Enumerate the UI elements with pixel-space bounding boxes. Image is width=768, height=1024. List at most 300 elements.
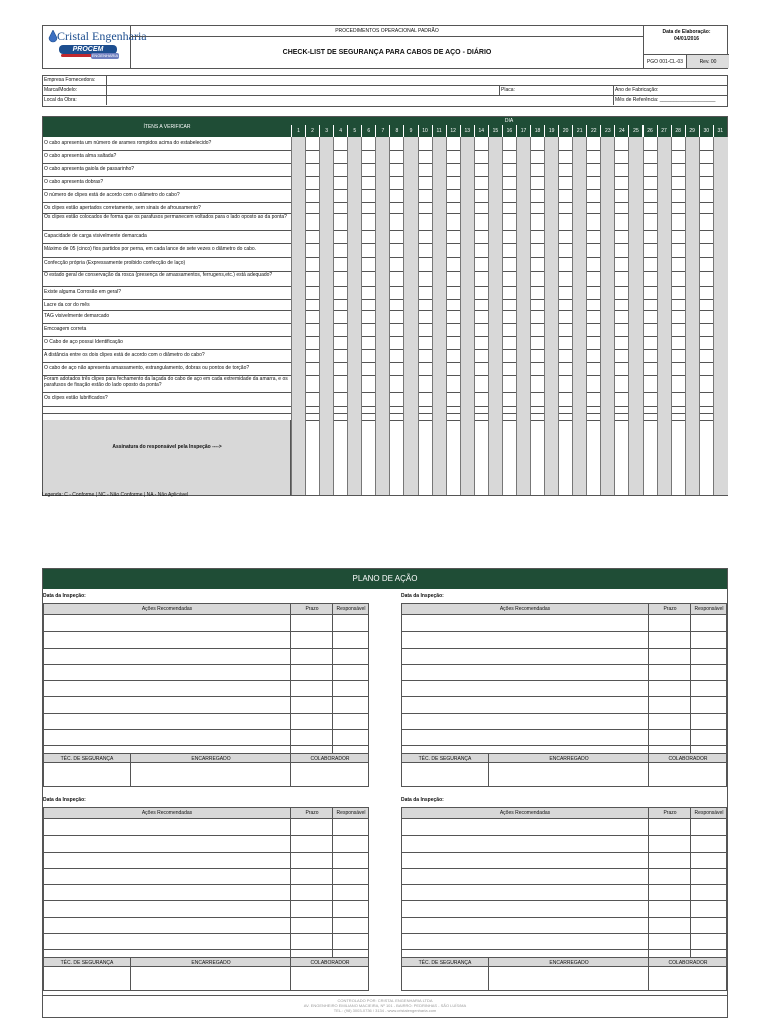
day-cell[interactable] (671, 213, 686, 230)
day-cell[interactable] (361, 392, 376, 406)
day-cell[interactable] (474, 271, 489, 286)
day-cell[interactable] (347, 202, 362, 213)
day-cell[interactable] (474, 286, 489, 299)
day-cell[interactable] (291, 176, 306, 189)
day-cell[interactable] (530, 271, 545, 286)
day-cell[interactable] (502, 189, 517, 202)
day-cell[interactable] (643, 413, 658, 420)
day-cell[interactable] (460, 362, 475, 375)
day-cell[interactable] (614, 286, 629, 299)
day-cell[interactable] (586, 189, 601, 202)
day-cell[interactable] (544, 375, 559, 392)
action-row-line[interactable] (44, 949, 368, 950)
day-cell[interactable] (291, 406, 306, 413)
day-cell[interactable] (643, 362, 658, 375)
day-cell[interactable] (516, 323, 531, 336)
day-cell[interactable] (699, 150, 714, 163)
day-cell[interactable] (628, 202, 643, 213)
day-cell[interactable] (558, 137, 573, 150)
day-cell[interactable] (403, 257, 418, 271)
day-cell[interactable] (572, 323, 587, 336)
action-row-line[interactable] (44, 696, 368, 697)
day-cell[interactable] (699, 349, 714, 362)
day-cell[interactable] (572, 336, 587, 349)
day-cell[interactable] (474, 349, 489, 362)
day-cell[interactable] (305, 349, 320, 362)
day-cell[interactable] (643, 349, 658, 362)
day-cell[interactable] (319, 176, 334, 189)
day-cell[interactable] (389, 286, 404, 299)
day-cell[interactable] (558, 150, 573, 163)
signature-box-divider[interactable] (488, 763, 489, 786)
day-cell[interactable] (502, 257, 517, 271)
day-cell[interactable] (361, 257, 376, 271)
day-cell[interactable] (460, 189, 475, 202)
action-row-line[interactable] (402, 852, 726, 853)
day-cell[interactable] (657, 299, 672, 310)
day-cell[interactable] (305, 413, 320, 420)
day-cell[interactable] (530, 286, 545, 299)
day-cell[interactable] (713, 299, 728, 310)
day-cell[interactable] (685, 299, 700, 310)
day-cell[interactable] (389, 375, 404, 392)
day-cell[interactable] (375, 257, 390, 271)
day-cell[interactable] (333, 299, 348, 310)
action-row-line[interactable] (402, 648, 726, 649)
day-cell[interactable] (516, 189, 531, 202)
action-row-line[interactable] (402, 631, 726, 632)
day-cell[interactable] (432, 299, 447, 310)
day-cell[interactable] (333, 349, 348, 362)
day-cell[interactable] (671, 323, 686, 336)
day-cell[interactable] (544, 323, 559, 336)
day-cell[interactable] (460, 150, 475, 163)
signature-day-cell[interactable] (319, 420, 334, 495)
day-cell[interactable] (671, 375, 686, 392)
day-cell[interactable] (333, 163, 348, 176)
day-cell[interactable] (657, 243, 672, 257)
day-cell[interactable] (305, 406, 320, 413)
day-cell[interactable] (558, 213, 573, 230)
day-cell[interactable] (516, 392, 531, 406)
day-cell[interactable] (530, 230, 545, 243)
day-cell[interactable] (699, 299, 714, 310)
day-cell[interactable] (375, 375, 390, 392)
day-cell[interactable] (488, 392, 503, 406)
day-cell[interactable] (291, 413, 306, 420)
day-cell[interactable] (713, 362, 728, 375)
day-cell[interactable] (516, 137, 531, 150)
day-cell[interactable] (643, 189, 658, 202)
day-cell[interactable] (628, 286, 643, 299)
day-cell[interactable] (418, 189, 433, 202)
day-cell[interactable] (403, 323, 418, 336)
day-cell[interactable] (291, 243, 306, 257)
day-cell[interactable] (361, 406, 376, 413)
day-cell[interactable] (516, 150, 531, 163)
day-cell[interactable] (389, 406, 404, 413)
day-cell[interactable] (502, 299, 517, 310)
day-cell[interactable] (643, 176, 658, 189)
day-cell[interactable] (699, 189, 714, 202)
day-cell[interactable] (432, 271, 447, 286)
day-cell[interactable] (474, 176, 489, 189)
day-cell[interactable] (375, 163, 390, 176)
day-cell[interactable] (544, 413, 559, 420)
signature-day-cell[interactable] (530, 420, 545, 495)
day-cell[interactable] (460, 299, 475, 310)
day-cell[interactable] (305, 163, 320, 176)
day-cell[interactable] (502, 150, 517, 163)
action-row-line[interactable] (402, 900, 726, 901)
day-cell[interactable] (699, 271, 714, 286)
day-cell[interactable] (319, 406, 334, 413)
day-cell[interactable] (488, 349, 503, 362)
day-cell[interactable] (530, 336, 545, 349)
day-cell[interactable] (446, 349, 461, 362)
day-cell[interactable] (699, 392, 714, 406)
day-cell[interactable] (671, 413, 686, 420)
signature-day-cell[interactable] (305, 420, 320, 495)
day-cell[interactable] (544, 137, 559, 150)
day-cell[interactable] (347, 257, 362, 271)
day-cell[interactable] (600, 189, 615, 202)
day-cell[interactable] (530, 299, 545, 310)
day-cell[interactable] (600, 176, 615, 189)
day-cell[interactable] (628, 213, 643, 230)
day-cell[interactable] (544, 202, 559, 213)
day-cell[interactable] (614, 271, 629, 286)
day-cell[interactable] (614, 257, 629, 271)
day-cell[interactable] (628, 163, 643, 176)
day-cell[interactable] (291, 189, 306, 202)
action-row-line[interactable] (402, 933, 726, 934)
day-cell[interactable] (389, 336, 404, 349)
day-cell[interactable] (446, 362, 461, 375)
day-cell[interactable] (657, 230, 672, 243)
day-cell[interactable] (319, 150, 334, 163)
signature-day-cell[interactable] (488, 420, 503, 495)
day-cell[interactable] (333, 189, 348, 202)
day-cell[interactable] (460, 213, 475, 230)
signature-box-divider[interactable] (648, 967, 649, 990)
day-cell[interactable] (614, 323, 629, 336)
day-cell[interactable] (375, 176, 390, 189)
day-cell[interactable] (361, 202, 376, 213)
day-cell[interactable] (488, 406, 503, 413)
day-cell[interactable] (488, 271, 503, 286)
day-cell[interactable] (291, 349, 306, 362)
day-cell[interactable] (361, 213, 376, 230)
day-cell[interactable] (389, 163, 404, 176)
day-cell[interactable] (516, 286, 531, 299)
day-cell[interactable] (600, 349, 615, 362)
signature-day-cell[interactable] (389, 420, 404, 495)
day-cell[interactable] (657, 189, 672, 202)
day-cell[interactable] (488, 323, 503, 336)
day-cell[interactable] (305, 189, 320, 202)
day-cell[interactable] (572, 406, 587, 413)
day-cell[interactable] (333, 271, 348, 286)
day-cell[interactable] (671, 362, 686, 375)
day-cell[interactable] (446, 336, 461, 349)
day-cell[interactable] (600, 323, 615, 336)
day-cell[interactable] (319, 310, 334, 323)
day-cell[interactable] (572, 243, 587, 257)
day-cell[interactable] (600, 299, 615, 310)
day-cell[interactable] (333, 392, 348, 406)
day-cell[interactable] (530, 362, 545, 375)
day-cell[interactable] (502, 202, 517, 213)
day-cell[interactable] (418, 213, 433, 230)
day-cell[interactable] (375, 406, 390, 413)
day-cell[interactable] (375, 349, 390, 362)
day-cell[interactable] (291, 299, 306, 310)
day-cell[interactable] (502, 406, 517, 413)
day-cell[interactable] (713, 375, 728, 392)
day-cell[interactable] (628, 413, 643, 420)
day-cell[interactable] (305, 310, 320, 323)
day-cell[interactable] (572, 137, 587, 150)
day-cell[interactable] (333, 137, 348, 150)
day-cell[interactable] (446, 163, 461, 176)
day-cell[interactable] (586, 137, 601, 150)
day-cell[interactable] (713, 406, 728, 413)
day-cell[interactable] (516, 202, 531, 213)
day-cell[interactable] (713, 163, 728, 176)
action-row-line[interactable] (402, 729, 726, 730)
day-cell[interactable] (291, 163, 306, 176)
action-row-line[interactable] (44, 835, 368, 836)
day-cell[interactable] (446, 299, 461, 310)
day-cell[interactable] (614, 392, 629, 406)
action-row-line[interactable] (402, 835, 726, 836)
day-cell[interactable] (643, 257, 658, 271)
day-cell[interactable] (614, 299, 629, 310)
day-cell[interactable] (558, 257, 573, 271)
day-cell[interactable] (628, 150, 643, 163)
day-cell[interactable] (418, 230, 433, 243)
day-cell[interactable] (544, 392, 559, 406)
day-cell[interactable] (418, 163, 433, 176)
day-cell[interactable] (460, 310, 475, 323)
action-row-line[interactable] (402, 884, 726, 885)
day-cell[interactable] (671, 286, 686, 299)
day-cell[interactable] (361, 176, 376, 189)
day-cell[interactable] (643, 150, 658, 163)
day-cell[interactable] (614, 189, 629, 202)
day-cell[interactable] (488, 243, 503, 257)
day-cell[interactable] (375, 271, 390, 286)
day-cell[interactable] (516, 349, 531, 362)
day-cell[interactable] (319, 243, 334, 257)
day-cell[interactable] (305, 230, 320, 243)
day-cell[interactable] (614, 163, 629, 176)
day-cell[interactable] (657, 213, 672, 230)
day-cell[interactable] (502, 392, 517, 406)
day-cell[interactable] (713, 349, 728, 362)
day-cell[interactable] (502, 375, 517, 392)
day-cell[interactable] (699, 406, 714, 413)
action-row-line[interactable] (44, 917, 368, 918)
day-cell[interactable] (488, 362, 503, 375)
day-cell[interactable] (305, 362, 320, 375)
day-cell[interactable] (586, 299, 601, 310)
day-cell[interactable] (502, 163, 517, 176)
day-cell[interactable] (628, 137, 643, 150)
day-cell[interactable] (558, 323, 573, 336)
day-cell[interactable] (530, 413, 545, 420)
day-cell[interactable] (460, 176, 475, 189)
day-cell[interactable] (516, 406, 531, 413)
day-cell[interactable] (516, 257, 531, 271)
day-cell[interactable] (460, 163, 475, 176)
day-cell[interactable] (685, 176, 700, 189)
day-cell[interactable] (488, 375, 503, 392)
day-cell[interactable] (558, 392, 573, 406)
day-cell[interactable] (474, 243, 489, 257)
day-cell[interactable] (713, 230, 728, 243)
day-cell[interactable] (432, 213, 447, 230)
day-cell[interactable] (403, 413, 418, 420)
day-cell[interactable] (389, 349, 404, 362)
day-cell[interactable] (305, 286, 320, 299)
day-cell[interactable] (375, 202, 390, 213)
day-cell[interactable] (305, 202, 320, 213)
day-cell[interactable] (699, 413, 714, 420)
day-cell[interactable] (488, 189, 503, 202)
day-cell[interactable] (643, 286, 658, 299)
day-cell[interactable] (375, 392, 390, 406)
signature-day-cell[interactable] (600, 420, 615, 495)
day-cell[interactable] (544, 243, 559, 257)
day-cell[interactable] (389, 176, 404, 189)
day-cell[interactable] (361, 137, 376, 150)
action-row-line[interactable] (402, 949, 726, 950)
day-cell[interactable] (460, 336, 475, 349)
day-cell[interactable] (319, 349, 334, 362)
day-cell[interactable] (558, 176, 573, 189)
day-cell[interactable] (643, 406, 658, 413)
day-cell[interactable] (530, 375, 545, 392)
day-cell[interactable] (657, 202, 672, 213)
day-cell[interactable] (614, 213, 629, 230)
day-cell[interactable] (671, 163, 686, 176)
day-cell[interactable] (319, 189, 334, 202)
day-cell[interactable] (586, 271, 601, 286)
day-cell[interactable] (291, 286, 306, 299)
day-cell[interactable] (558, 271, 573, 286)
action-row-line[interactable] (44, 745, 368, 746)
day-cell[interactable] (657, 349, 672, 362)
day-cell[interactable] (474, 189, 489, 202)
day-cell[interactable] (685, 150, 700, 163)
day-cell[interactable] (614, 406, 629, 413)
day-cell[interactable] (291, 336, 306, 349)
day-cell[interactable] (502, 336, 517, 349)
day-cell[interactable] (685, 202, 700, 213)
day-cell[interactable] (432, 286, 447, 299)
signature-day-cell[interactable] (628, 420, 643, 495)
day-cell[interactable] (361, 299, 376, 310)
day-cell[interactable] (389, 362, 404, 375)
day-cell[interactable] (544, 189, 559, 202)
signature-day-cell[interactable] (291, 420, 306, 495)
day-cell[interactable] (418, 243, 433, 257)
day-cell[interactable] (488, 202, 503, 213)
day-cell[interactable] (558, 163, 573, 176)
day-cell[interactable] (572, 299, 587, 310)
day-cell[interactable] (291, 150, 306, 163)
day-cell[interactable] (671, 310, 686, 323)
day-cell[interactable] (432, 257, 447, 271)
day-cell[interactable] (446, 137, 461, 150)
day-cell[interactable] (558, 406, 573, 413)
day-cell[interactable] (446, 413, 461, 420)
day-cell[interactable] (319, 286, 334, 299)
day-cell[interactable] (305, 392, 320, 406)
day-cell[interactable] (333, 286, 348, 299)
day-cell[interactable] (600, 213, 615, 230)
signature-day-cell[interactable] (375, 420, 390, 495)
day-cell[interactable] (474, 392, 489, 406)
day-cell[interactable] (361, 230, 376, 243)
day-cell[interactable] (671, 271, 686, 286)
day-cell[interactable] (403, 230, 418, 243)
day-cell[interactable] (460, 257, 475, 271)
day-cell[interactable] (643, 323, 658, 336)
day-cell[interactable] (643, 310, 658, 323)
day-cell[interactable] (657, 286, 672, 299)
day-cell[interactable] (305, 336, 320, 349)
day-cell[interactable] (572, 230, 587, 243)
day-cell[interactable] (418, 323, 433, 336)
day-cell[interactable] (558, 362, 573, 375)
day-cell[interactable] (502, 413, 517, 420)
signature-day-cell[interactable] (502, 420, 517, 495)
day-cell[interactable] (572, 271, 587, 286)
signature-box-divider[interactable] (130, 967, 131, 990)
day-cell[interactable] (488, 336, 503, 349)
day-cell[interactable] (643, 375, 658, 392)
day-cell[interactable] (305, 375, 320, 392)
day-cell[interactable] (628, 392, 643, 406)
day-cell[interactable] (558, 202, 573, 213)
day-cell[interactable] (643, 202, 658, 213)
day-cell[interactable] (347, 150, 362, 163)
day-cell[interactable] (586, 202, 601, 213)
day-cell[interactable] (291, 392, 306, 406)
signature-day-cell[interactable] (614, 420, 629, 495)
day-cell[interactable] (305, 323, 320, 336)
action-row-line[interactable] (402, 917, 726, 918)
day-cell[interactable] (614, 413, 629, 420)
day-cell[interactable] (418, 349, 433, 362)
day-cell[interactable] (319, 392, 334, 406)
day-cell[interactable] (418, 413, 433, 420)
day-cell[interactable] (319, 299, 334, 310)
day-cell[interactable] (432, 323, 447, 336)
day-cell[interactable] (432, 413, 447, 420)
day-cell[interactable] (572, 176, 587, 189)
action-row-line[interactable] (44, 713, 368, 714)
day-cell[interactable] (333, 213, 348, 230)
day-cell[interactable] (319, 213, 334, 230)
day-cell[interactable] (291, 137, 306, 150)
day-cell[interactable] (516, 362, 531, 375)
day-cell[interactable] (586, 323, 601, 336)
day-cell[interactable] (347, 299, 362, 310)
